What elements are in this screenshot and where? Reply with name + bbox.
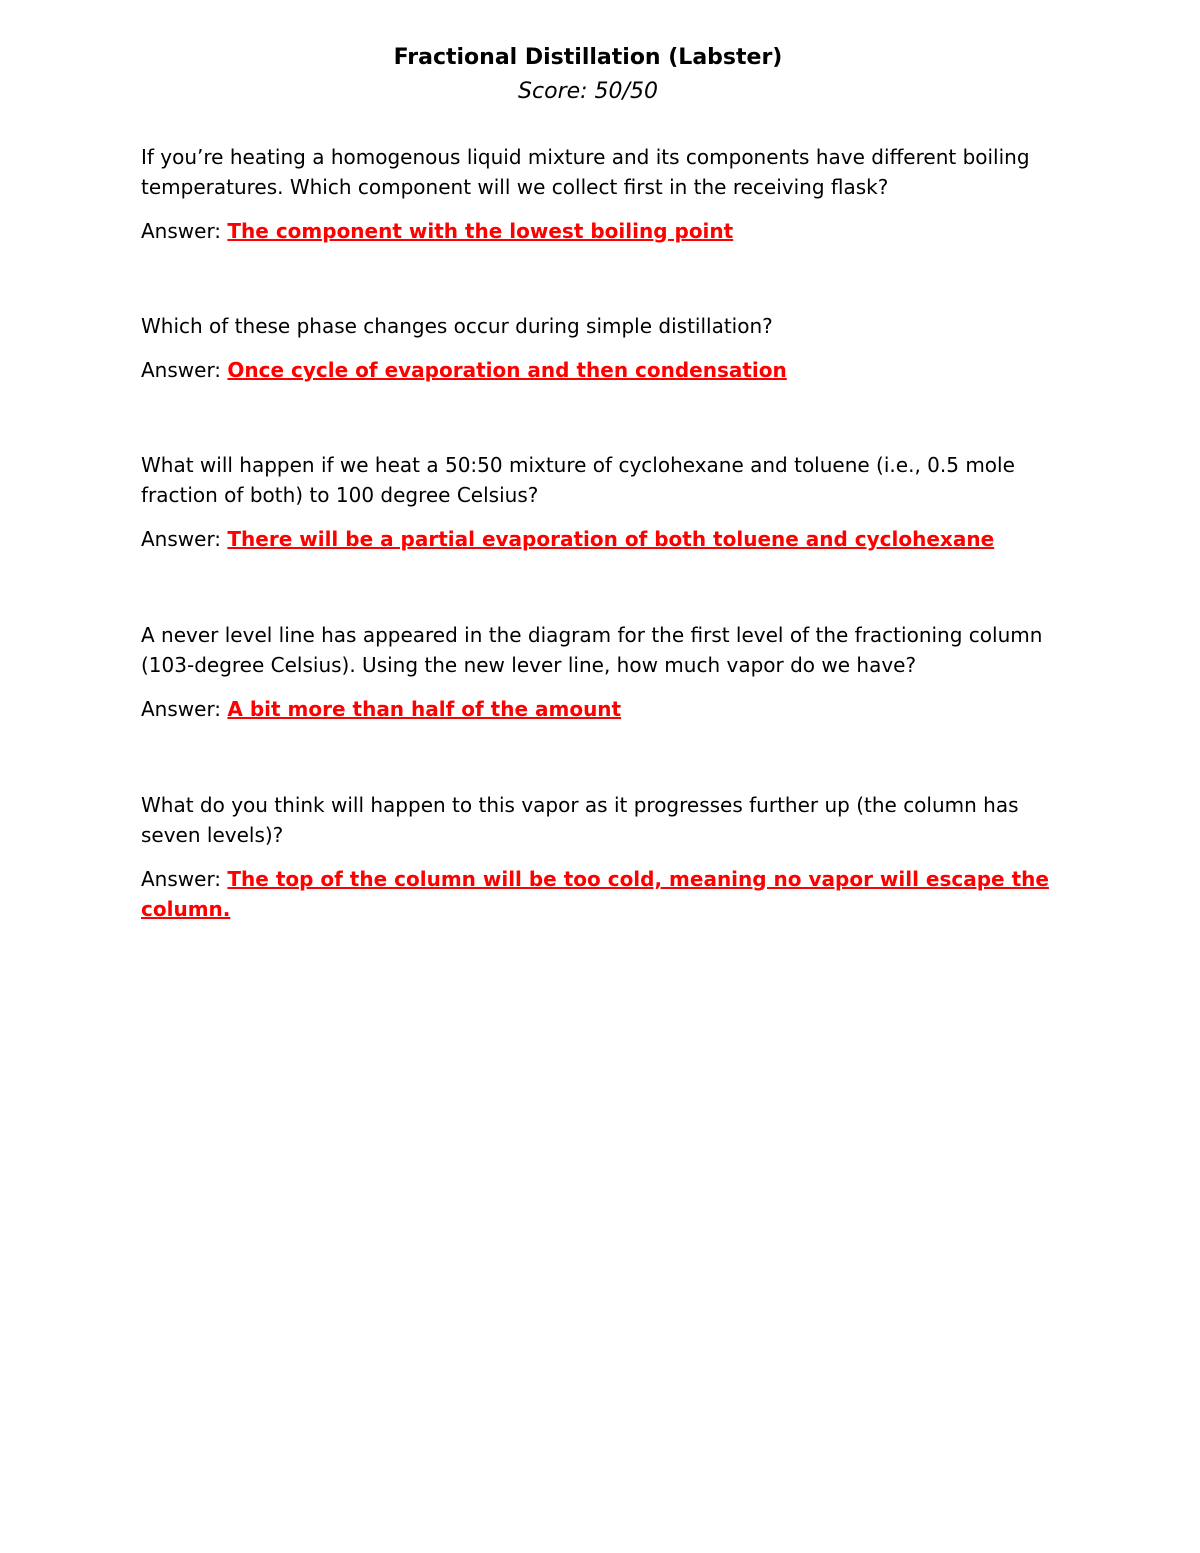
answer-line — [141, 524, 1071, 554]
answer-line — [141, 864, 1071, 924]
answer-label: Answer: — [141, 867, 228, 891]
answer-label: Answer: — [141, 527, 228, 551]
answer-label: Answer: — [141, 697, 228, 721]
answer-label: Answer: — [141, 219, 228, 243]
question-text: If you’re heating a homogenous liquid mixture and its components have different boiling temperatures. Which component will we collect first in the receiving flask? — [141, 145, 1030, 199]
answer-line — [141, 216, 1071, 246]
answer-text: There will be a partial evaporation of both toluene and cyclohexane — [227, 527, 995, 551]
answer-label: Answer: — [141, 358, 228, 382]
qa-item — [141, 142, 1071, 246]
qa-item — [141, 790, 1071, 924]
answer-text: A bit more than half of the amount — [227, 697, 622, 721]
answer-line — [141, 355, 1071, 385]
question-text: A never level line has appeared in the diagram for the first level of the fractioning column (103-degree Celsius). Using the new lever line, how much vapor do we have? — [141, 623, 1043, 677]
question-text: Which of these phase changes occur during simple distillation? — [141, 314, 773, 338]
document-score: Score: 50/50 — [518, 79, 658, 104]
qa-item — [141, 450, 1071, 554]
answer-text: The component with the lowest boiling point — [227, 219, 734, 243]
question-text: What will happen if we heat a 50:50 mixture of cyclohexane and toluene (i.e., 0.5 mole fraction of both) to 100 degree Celsius? — [141, 453, 1015, 507]
answer-text: The top of the column will be too cold, meaning no vapor will escape the column. — [141, 867, 1049, 921]
answer-line — [141, 694, 1071, 724]
qa-item — [141, 620, 1071, 724]
question-text: What do you think will happen to this vapor as it progresses further up (the column has seven levels)? — [141, 793, 1019, 847]
qa-item — [141, 311, 1071, 385]
answer-text: Once cycle of evaporation and then condensation — [227, 358, 787, 382]
document-title: Fractional Distillation (Labster) — [393, 45, 783, 70]
